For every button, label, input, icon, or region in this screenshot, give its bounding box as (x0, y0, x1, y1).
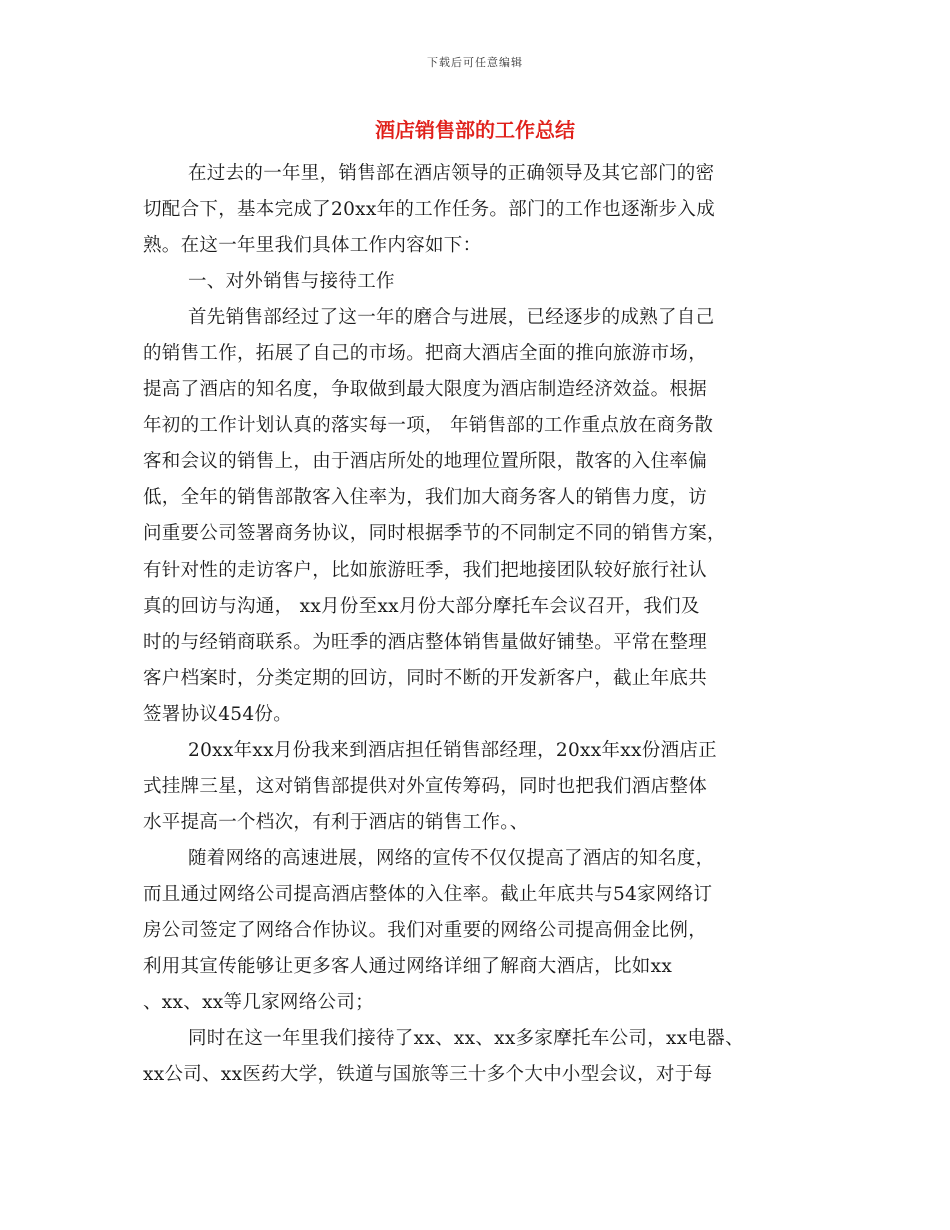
text-line: 年初的工作计划认真的落实每一项， 年销售部的工作重点放在商务散 (143, 415, 714, 437)
text-line: 的销售工作，拓展了自己的市场。把商大酒店全面的推向旅游市场， (143, 343, 708, 365)
text-line: 而且通过网络公司提高酒店整体的入住率。截止年底共与54家网络订 (143, 883, 713, 905)
text-line: 时的与经销商联系。为旺季的酒店整体销售量做好铺垫。平常在整理 (143, 631, 708, 653)
text-line: 提高了酒店的知名度，争取做到最大限度为酒店制造经济效益。根据 (143, 379, 708, 401)
text-line: 式挂牌三星，这对销售部提供对外宣传筹码，同时也把我们酒店整体 (143, 775, 708, 797)
text-line: 水平提高一个档次，有利于酒店的销售工作。、 (143, 811, 529, 833)
text-line: 20xx年xx月份我来到酒店担任销售部经理，20xx年xx份酒店正 (188, 739, 717, 761)
text-line: 低，全年的销售部散客入住率为，我们加大商务客人的销售力度，访 (143, 487, 708, 509)
text-line: 首先销售部经过了这一年的磨合与进展，已经逐步的成熟了自己 (188, 307, 715, 329)
text-line: 客户档案时，分类定期的回访，同时不断的开发新客户，截止年底共 (143, 667, 708, 689)
text-line: 切配合下，基本完成了20xx年的工作任务。部门的工作也逐渐步入成 (143, 199, 716, 221)
text-line: 随着网络的高速进展，网络的宣传不仅仅提高了酒店的知名度， (188, 847, 715, 869)
text-line: 有针对性的走访客户，比如旅游旺季，我们把地接团队较好旅行社认 (143, 559, 708, 581)
text-line: 问重要公司签署商务协议，同时根据季节的不同制定不同的销售方案， (143, 523, 726, 545)
text-line: 签署协议454份。 (143, 703, 293, 725)
text-line: 在过去的一年里，销售部在酒店领导的正确领导及其它部门的密 (188, 163, 715, 184)
text-line: 熟。在这一年里我们具体工作内容如下： (143, 235, 482, 257)
header-note: 下载后可任意编辑 (427, 56, 523, 69)
text-line: 客和会议的销售上，由于酒店所处的地理位置所限，散客的入住率偏 (143, 451, 708, 473)
text-line: 利用其宣传能够让更多客人通过网络详细了解商大酒店，比如xx (143, 956, 673, 978)
text-line: 一、对外销售与接待工作 (188, 271, 395, 293)
text-line: 同时在这一年里我们接待了xx、xx、xx多家摩托车公司，xx电器、 (188, 1028, 744, 1050)
text-line: 真的回访与沟通， xx月份至xx月份大部分摩托车会议召开，我们及 (143, 595, 700, 617)
text-line: 房公司签定了网络合作协议。我们对重要的网络公司提高佣金比例， (143, 919, 708, 941)
document-body (143, 156, 823, 1093)
document-title: 酒店销售部的工作总结 (375, 118, 575, 142)
text-line: 、xx、xx等几家网络公司； (143, 992, 374, 1014)
text-line: xx公司、xx医药大学，铁道与国旅等三十多个大中小型会议，对于每 (143, 1064, 713, 1086)
